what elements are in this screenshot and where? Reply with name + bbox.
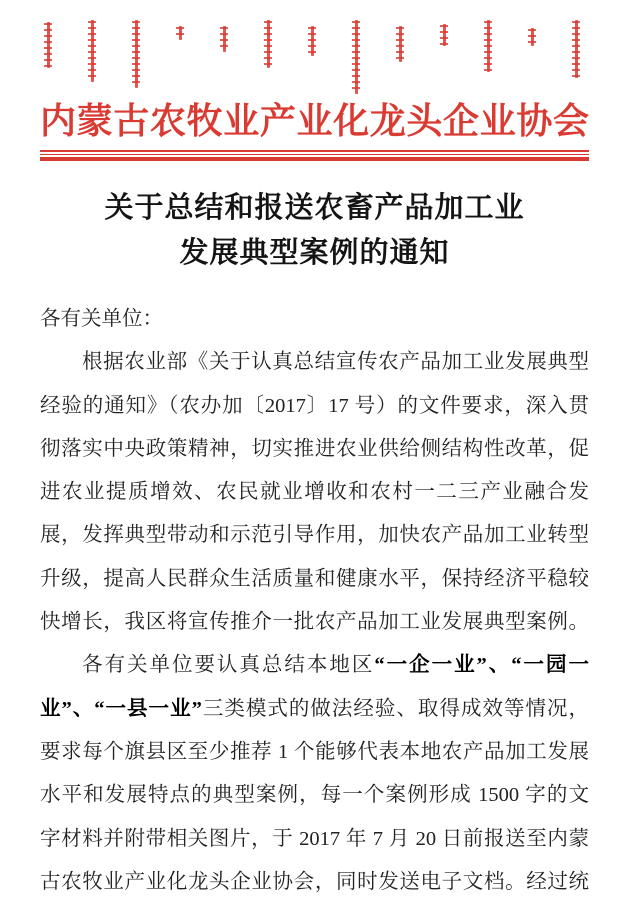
mongolian-word-glyph <box>44 22 53 68</box>
mongolian-word-glyph <box>440 24 449 46</box>
text-run: 字材料并附带相关图片，于 2017 年 7 月 20 日前报送至内蒙 <box>40 827 589 850</box>
bold-text-run: 业”、“一县一业” <box>40 697 202 720</box>
body-line <box>40 428 589 471</box>
mongolian-word-glyph <box>88 20 97 82</box>
body-line <box>40 861 589 898</box>
text-run: 彻落实中央政策精神，切实推进农业供给侧结构性改革，促 <box>40 437 589 460</box>
letterhead <box>40 20 589 161</box>
mongolian-word-glyph <box>176 26 185 40</box>
text-run: 升级，提高人民群众生活质量和健康水平，保持经济平稳较 <box>40 567 589 590</box>
mongolian-word-glyph <box>396 26 405 62</box>
org-name: 内蒙古农牧业产业化龙头企业协会 <box>40 101 589 141</box>
text-run: 三类模式的做法经验、取得成效等情况， <box>201 697 590 720</box>
body-line <box>40 688 589 731</box>
body-line <box>40 514 589 557</box>
body-line <box>40 558 589 601</box>
text-run: 古农牧业产业化龙头企业协会，同时发送电子文档。经过统 <box>40 870 589 893</box>
body-line <box>40 385 589 428</box>
body-line <box>40 644 589 687</box>
mongolian-word-glyph <box>352 20 361 94</box>
mongolian-script-icon <box>40 20 589 96</box>
notice-title <box>40 186 589 276</box>
text-run: 水平和发展特点的典型案例，每一个案例形成 1500 字的文 <box>40 784 589 807</box>
letterhead-divider <box>40 150 589 161</box>
body-line <box>40 731 589 774</box>
mongolian-word-glyph <box>264 20 273 68</box>
body <box>40 298 589 898</box>
text-run: 展，发挥典型带动和示范引导作用，加快农产品加工业转型 <box>40 524 589 547</box>
text-run: 根据农业部《关于认真总结宣传农产品加工业发展典型 <box>82 351 589 374</box>
paragraphs <box>40 341 589 898</box>
text-run: 各有关单位要认真总结本地区 <box>82 654 375 677</box>
mongolian-word-glyph <box>484 20 493 72</box>
title-line-2: 发展典型案例的通知 <box>179 237 450 269</box>
body-line <box>40 818 589 861</box>
mongolian-word-glyph <box>572 20 581 78</box>
text-run: 经验的通知》（农办加〔2017〕17 号）的文件要求，深入贯 <box>40 394 589 417</box>
body-line <box>40 601 589 644</box>
text-run: 快增长，我区将宣传推介一批农产品加工业发展典型案例。 <box>40 611 589 634</box>
text-run: 进农业提质增效、农民就业增收和农村一二三产业融合发 <box>40 481 589 504</box>
body-line <box>40 471 589 514</box>
mongolian-word-glyph <box>132 20 141 88</box>
mongolian-word-glyph <box>220 26 229 52</box>
text-run: 要求每个旗县区至少推荐 1 个能够代表本地农产品加工发展 <box>40 740 589 763</box>
body-line <box>40 774 589 817</box>
mongolian-word-glyph <box>308 26 317 56</box>
bold-text-run: “一企一业”、“一园一 <box>374 654 590 677</box>
salutation: 各有关单位： <box>40 308 163 330</box>
title-line-1: 关于总结和报送农畜产品加工业 <box>104 192 525 224</box>
body-line <box>40 341 589 384</box>
mongolian-word-glyph <box>528 28 537 46</box>
